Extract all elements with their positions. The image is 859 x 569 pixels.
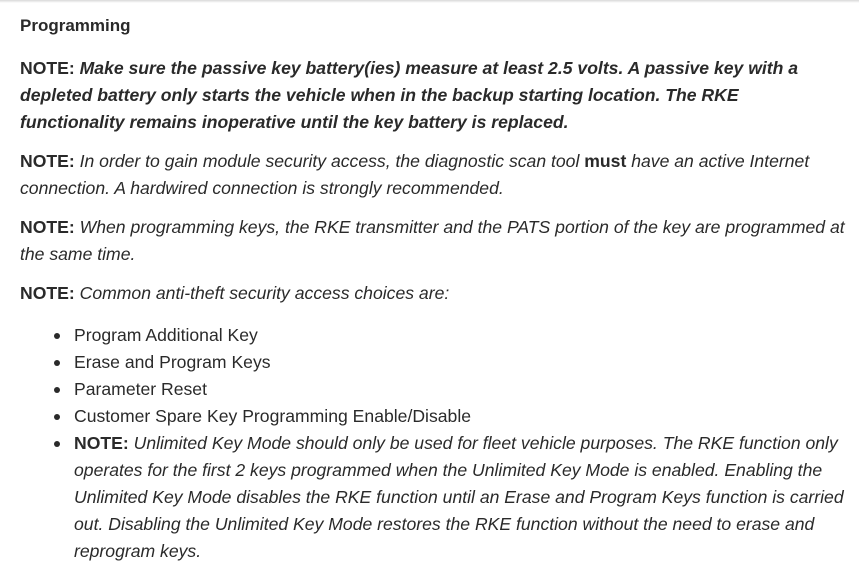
bullet-icon — [54, 333, 60, 339]
list-item-note — [74, 430, 848, 565]
section-title: Programming — [20, 16, 131, 35]
document-content — [20, 14, 848, 565]
note-label: NOTE: — [20, 151, 75, 171]
note-label: NOTE: — [20, 217, 75, 237]
note-keys — [20, 214, 848, 268]
choice-label: Program Additional Key — [74, 325, 258, 345]
list-item — [74, 349, 848, 376]
note-text-before: In order to gain module security access, the diagnostic scan tool — [79, 151, 580, 171]
bullet-icon — [54, 387, 60, 393]
note-label: NOTE: — [74, 433, 129, 453]
note-text: Make sure the passive key battery(ies) measure at least 2.5 volts. A passive key with a depleted battery only starts the vehicle when in the backup starting location. The RKE functionality remains inoperative until the key battery is replaced. — [20, 58, 799, 132]
note-text: When programming keys, the RKE transmitter and the PATS portion of the key are programmed at the same time. — [20, 217, 845, 264]
choice-label: Parameter Reset — [74, 379, 207, 399]
choices-list — [20, 322, 848, 565]
list-item — [74, 376, 848, 403]
note-choices — [20, 280, 848, 307]
note-text: Common anti-theft security access choices are: — [79, 283, 450, 303]
choice-label: Customer Spare Key Programming Enable/Disable — [74, 406, 472, 426]
choice-label: Erase and Program Keys — [74, 352, 271, 372]
list-item — [74, 322, 848, 349]
list-item — [74, 403, 848, 430]
top-divider — [0, 0, 859, 3]
note-internet — [20, 148, 848, 202]
bullet-icon — [54, 441, 60, 447]
bullet-icon — [54, 360, 60, 366]
note-battery — [20, 55, 848, 136]
note-text — [20, 151, 809, 198]
note-label: NOTE: — [20, 283, 75, 303]
bullet-icon — [54, 414, 60, 420]
note-emphasis: must — [584, 151, 627, 171]
note-text-after: have an active Internet connection. A hardwired connection is strongly recommended. — [20, 151, 810, 198]
note-label: NOTE: — [20, 58, 75, 78]
note-text: Unlimited Key Mode should only be used for fleet vehicle purposes. The RKE function only operates for the first 2 keys programmed when the Unlimited Key Mode is enabled. Enabling the Unlimited Key Mode disables the RKE function until an Erase and Program Keys function is carried out. Disabling the Unlimited Key Mode restores the RKE function without the need to erase and reprogram keys. — [74, 433, 844, 561]
